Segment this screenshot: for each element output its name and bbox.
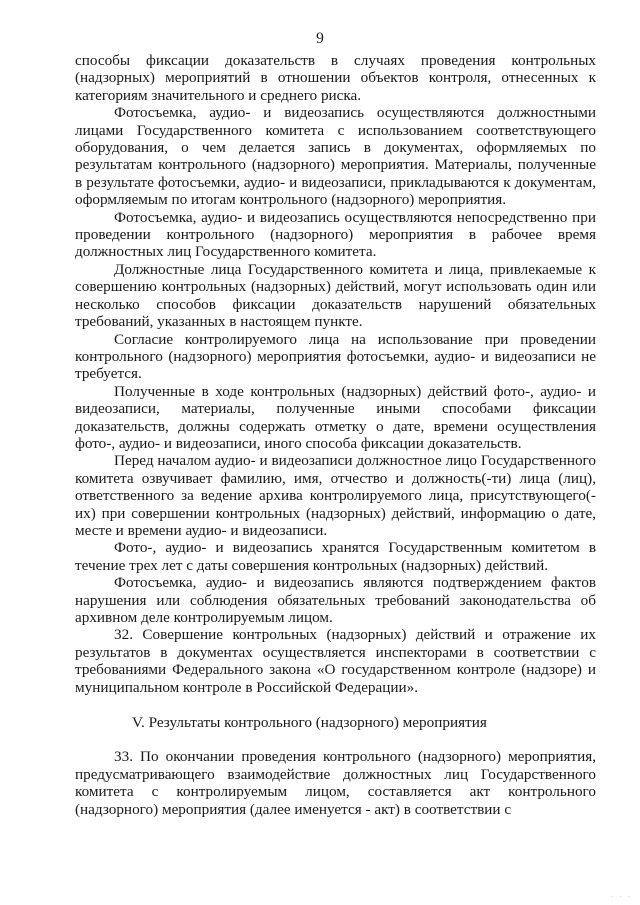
paragraph-evidence-confirmation: Фотосъемка, аудио- и видеозапись являются подтверждением фактов нарушения или соблюдения обязательных требований законодательства об архивном деле контролируемым лицом. <box>75 574 596 626</box>
section-heading-text: V. Результаты контрольного (надзорного) мероприятия <box>132 714 487 732</box>
paragraph-consent-not-required: Согласие контролируемого лица на использование при проведении контрольного (надзорного) мероприятия фотосъемки, аудио- и видеозаписи не требуется. <box>75 330 596 383</box>
paragraph-recording-timestamp: Полученные в ходе контрольных (надзорных) действий фото-, аудио- и видеозаписи, материалы, полученные иными способами фиксации доказательств, должны содержать отметку о дате, времени осуществления фото-, аудио- и видеозаписи, иного способа фиксации доказательств. <box>75 382 596 452</box>
paragraph-item-32: 32. Совершение контрольных (надзорных) действий и отражение их результатов в документах осуществляется инспекторами в соответствии с требованиями Федерального закона «О государственном контроле (надзоре) и муниципальном контроле в Российской Федерации». <box>75 626 596 696</box>
paragraph-recording-during-working-time: Фотосъемка, аудио- и видеозапись осуществляются непосредственно при проведении контрольного (надзорного) мероприятия в рабочее время должностных лиц Государственного комитета. <box>75 208 596 261</box>
scan-artifact: · · · <box>610 893 632 901</box>
section-heading <box>75 696 596 748</box>
paragraph-before-recording: Перед началом аудио- и видеозаписи должностное лицо Государственного комитета озвучивает фамилию, имя, отчество и должность(-ти) лица (лиц), ответственного за ведение архива контролируемого лица, присутствующего(-их) при совершении контрольных (надзорных) действий, информацию о дате, месте и времени аудио- и видеозаписи. <box>75 452 596 539</box>
paragraph-continuation: способы фиксации доказательств в случаях проведения контрольных (надзорных) мероприятий в отношении объектов контроля, отнесенных к категориям значительного и среднего риска. <box>75 52 596 104</box>
paragraph-photo-recording-by-officials: Фотосъемка, аудио- и видеозапись осуществляются должностными лицами Государственного комитета с использованием соответствующего оборудования, о чем делается запись в документах, оформляемых по результатам контрольного (надзорного) мероприятия. Материалы, полученные в результате фотосъемки, аудио- и видеозаписи, прикладываются к документам, оформляемым по итогам контрольного (надзорного) мероприятия. <box>75 104 596 209</box>
document-body <box>75 52 596 818</box>
paragraph-storage-period: Фото-, аудио- и видеозапись хранятся Государственным комитетом в течение трех лет с даты совершения контрольных (надзорных) действий. <box>75 539 596 574</box>
paragraph-item-33: 33. По окончании проведения контрольного (надзорного) мероприятия, предусматривающего взаимодействие должностных лиц Государственного комитета с контролируемым лицом, составляется акт контрольного (надзорного) мероприятия (далее именуется - акт) в соответствии с <box>75 748 596 818</box>
paragraph-fixation-methods: Должностные лица Государственного комитета и лица, привлекаемые к совершению контрольных (надзорных) действий, могут использовать один или несколько способов фиксации доказательств нарушений обязательных требований, указанных в настоящем пункте. <box>75 260 596 331</box>
page-number: 9 <box>316 30 324 47</box>
